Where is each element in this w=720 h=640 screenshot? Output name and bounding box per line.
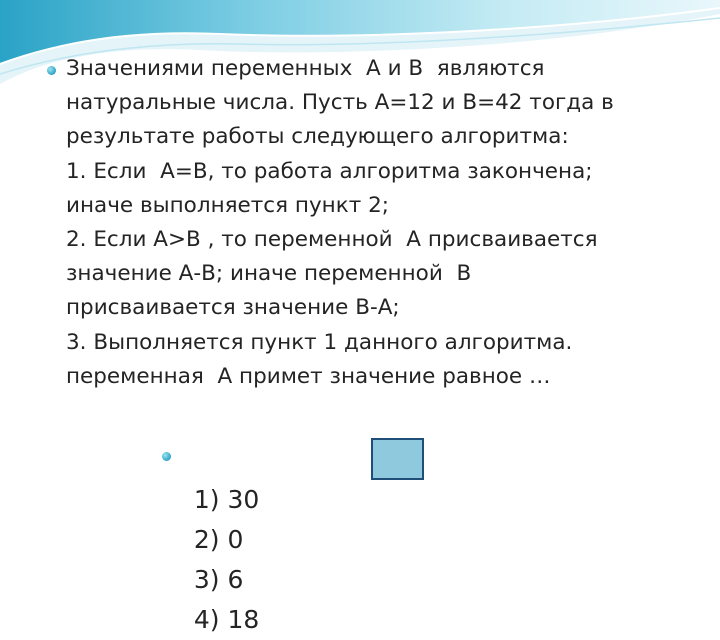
answer-options (178, 440, 273, 634)
answer-label: 3) (193, 565, 220, 594)
answer-option-3 (194, 560, 244, 600)
correct-answer-highlight (371, 438, 424, 480)
question-line: значение А-В; иначе переменной В (66, 261, 472, 287)
question-text (66, 52, 711, 394)
question-line: 3. Выполняется пункт 1 данного алгоритма. (66, 329, 573, 355)
question-line: иначе выполняется пункт 2; (66, 192, 390, 218)
answer-option-1 (194, 480, 259, 520)
answer-option-4 (194, 600, 259, 640)
answer-option-2 (194, 520, 244, 560)
question-line: 2. Если А>В , то переменной А присваивается (66, 227, 598, 253)
answer-value: 18 (227, 605, 260, 634)
question-line: результате работы следующего алгоритма: (66, 124, 569, 150)
question-line: присваивается значение В-А; (66, 295, 400, 321)
bullet-icon (162, 452, 171, 461)
answer-label: 1) (193, 485, 220, 514)
question-line: переменная А примет значение равное … (66, 363, 551, 389)
question-line: 1. Если А=В, то работа алгоритма закончена; (66, 158, 593, 184)
answer-value: 6 (227, 565, 244, 594)
bullet-icon (47, 66, 56, 75)
answer-value: 0 (227, 525, 244, 554)
answer-label: 4) (193, 605, 220, 634)
question-line: Значениями переменных А и В являются (66, 56, 545, 81)
question-line: натуральные числа. Пусть А=12 и В=42 тогда в (66, 90, 614, 116)
answer-label: 2) (193, 525, 220, 554)
answer-value: 30 (227, 485, 260, 514)
